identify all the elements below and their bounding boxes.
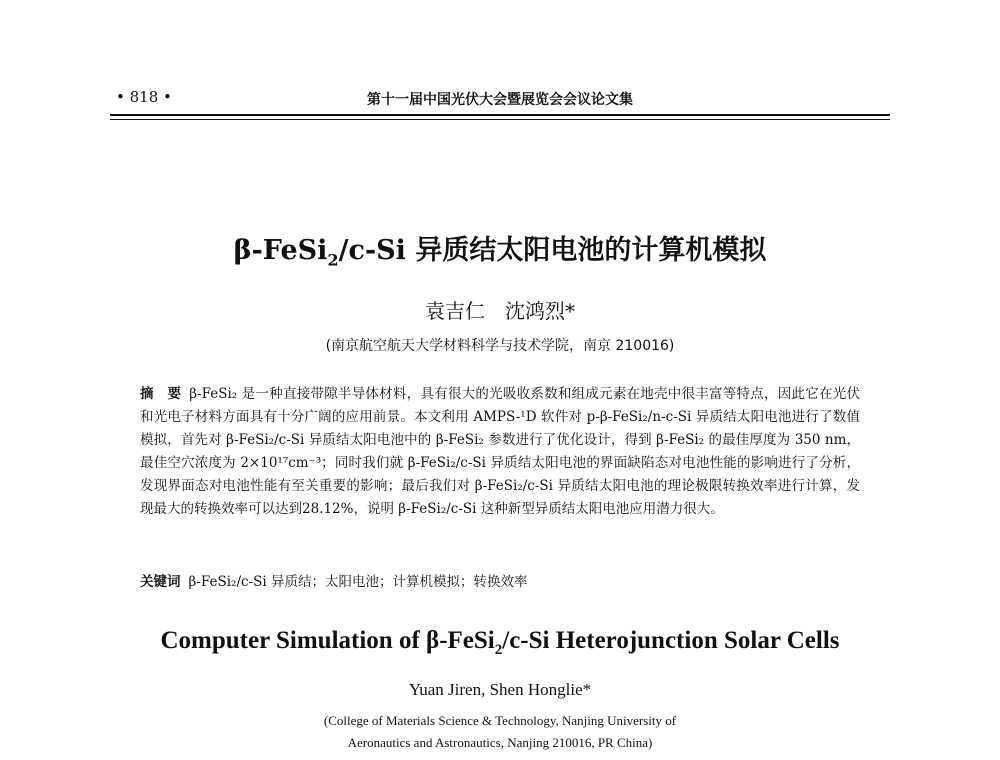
english-title (0, 627, 1000, 659)
english-affiliation-line1: (College of Materials Science & Technology, Nanjing University of (323, 713, 677, 728)
header-rule-thick (110, 114, 890, 116)
chinese-title-prefix: β-FeSi (233, 235, 328, 266)
english-affiliation (0, 710, 1000, 754)
abstract-text: β-FeSi₂ 是一种直接带隙半导体材料，具有很大的光吸收系数和组成元素在地壳中很丰富等特点，因此它在光伏和光电子材料方面具有十分广阔的应用前景。本文利用 AMPS-¹D 软件对 p-β-FeSi₂/n-c-Si 异质结太阳电池进行了数值模拟，首先对 β-FeSi₂/c-Si 异质结太阳电池中的 β-FeSi₂ 参数进行了优化设计，得到 β-FeSi₂ 的最佳厚度为 350 nm，最佳空穴浓度为 2×10¹⁷cm⁻³；同时我们就 β-FeSi₂/c-Si 异质结太阳电池的界面缺陷态对电池性能的影响进行了分析，发现界面态对电池性能有至关重要的影响；最后我们对 β-FeSi₂/c-Si 异质结太阳电池的理论极限转换效率进行计算，发现最大的转换效率可以达到28.12%，说明 β-FeSi₂/c-Si 这种新型异质结太阳电池应用潜力很大。 (140, 386, 860, 517)
chinese-abstract (140, 383, 860, 521)
chinese-title (0, 228, 1000, 269)
english-title-prefix: Computer Simulation of β-FeSi (160, 627, 495, 654)
header-rule-thin (110, 119, 890, 120)
chinese-title-subscript: 2 (327, 250, 339, 270)
page-header (110, 86, 890, 112)
english-affiliation-line2: Aeronautics and Astronautics, Nanjing 210016, PR China) (347, 735, 653, 750)
page-number: • 818 • (116, 88, 172, 106)
chinese-title-suffix: /c-Si 异质结太阳电池的计算机模拟 (338, 235, 767, 266)
chinese-authors: 袁吉仁 沈鸿烈* (425, 299, 575, 323)
english-title-subscript: 2 (494, 642, 503, 658)
keywords-label: 关键词 (140, 574, 181, 590)
abstract-label: 摘 要 (140, 386, 182, 402)
chinese-affiliation: (南京航空航天大学材料科学与技术学院，南京 210016) (325, 338, 675, 354)
keywords-text: β-FeSi₂/c-Si 异质结；太阳电池；计算机模拟；转换效率 (188, 574, 528, 590)
english-title-suffix: /c-Si Heterojunction Solar Cells (502, 627, 840, 654)
chinese-keywords (140, 571, 860, 594)
running-title: 第十一届中国光伏大会暨展览会会议论文集 (367, 92, 633, 108)
english-authors: Yuan Jiren, Shen Honglie* (408, 680, 592, 699)
